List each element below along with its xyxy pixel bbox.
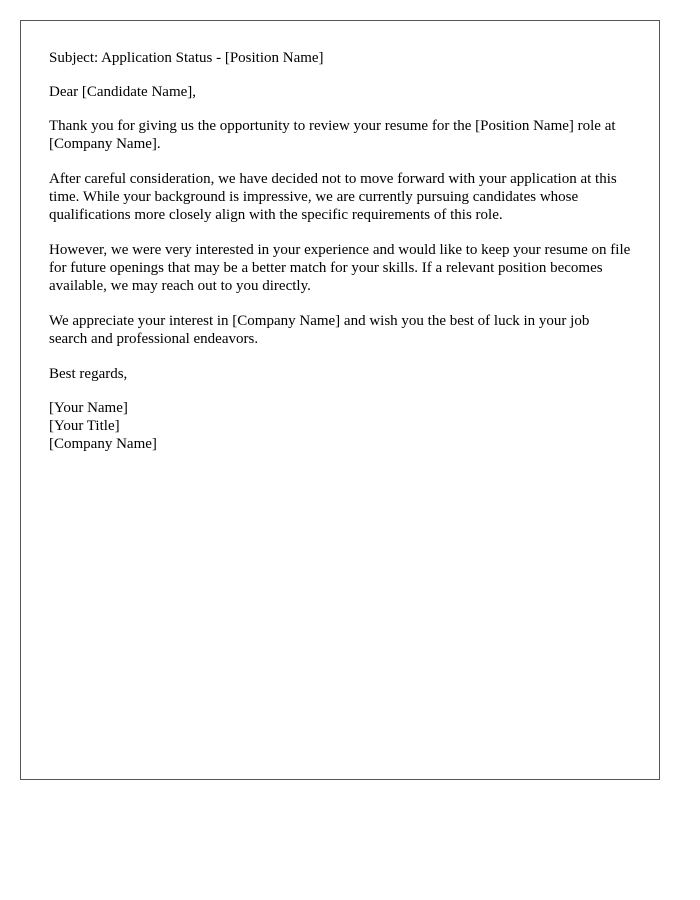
signature-block	[49, 399, 631, 453]
signature-company: [Company Name]	[49, 436, 157, 452]
letter-document	[20, 20, 660, 780]
letter-paragraph-3: However, we were very interested in your experience and would like to keep your resume on file for future openings that may be a better match for your skills. If a relevant position becomes available, we may reach out to you directly.	[49, 242, 631, 294]
letter-salutation: Dear [Candidate Name],	[49, 84, 197, 100]
signature-name: [Your Name]	[49, 400, 128, 416]
letter-closing: Best regards,	[49, 366, 128, 382]
letter-paragraph-2: After careful consideration, we have decided not to move forward with your application at this time. While your background is impressive, we are currently pursuing candidates whose qualifications more closely align with the specific requirements of this role.	[49, 171, 617, 223]
letter-paragraph-1: Thank you for giving us the opportunity to review your resume for the [Position Name] role at [Company Name].	[49, 118, 616, 152]
letter-paragraph-4: We appreciate your interest in [Company Name] and wish you the best of luck in your job search and professional endeavors.	[49, 313, 590, 347]
letter-subject: Subject: Application Status - [Position Name]	[49, 50, 324, 66]
signature-title: [Your Title]	[49, 418, 120, 434]
